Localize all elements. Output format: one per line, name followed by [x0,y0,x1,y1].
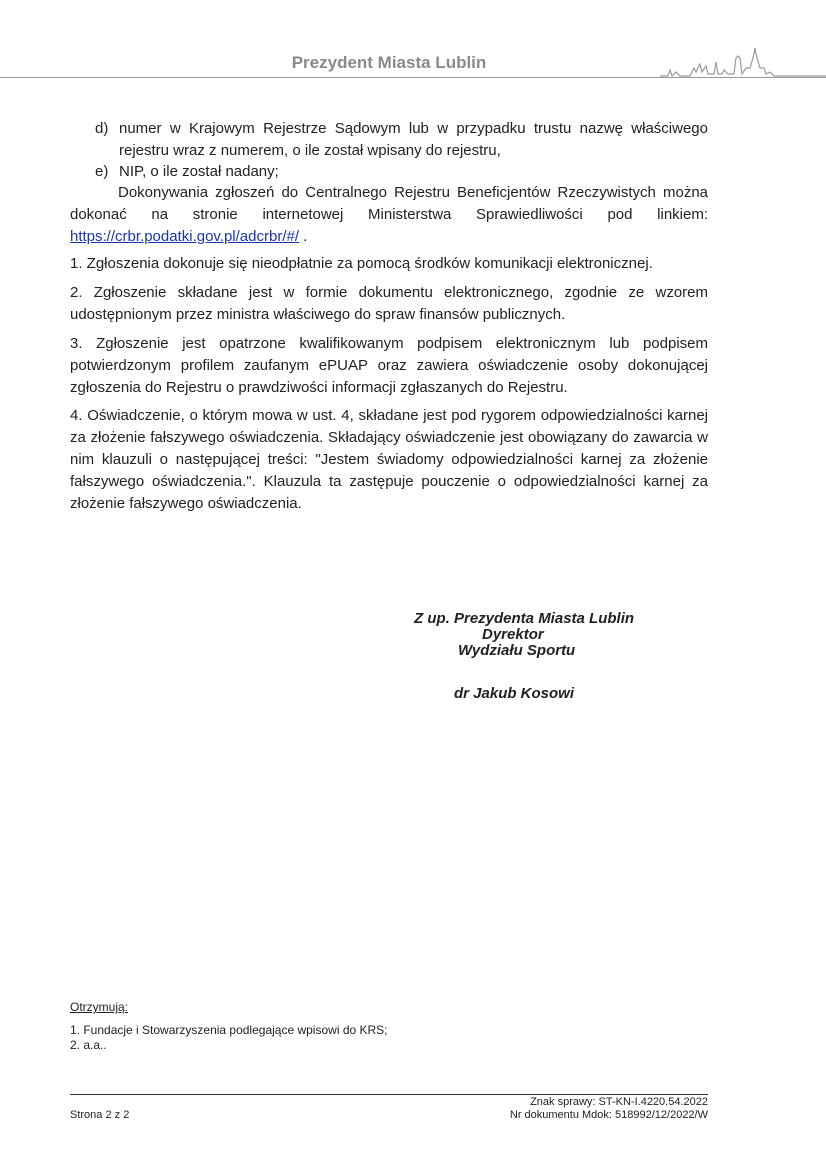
intro-paragraph [70,182,708,248]
list-text: NIP, o ile został nadany; [119,163,279,180]
signature-line-2: Dyrektor [482,626,544,643]
recipient-item: 1. Fundacje i Stowarzyszenia podlegające wpisowi do KRS; [70,1023,388,1037]
header-title: Prezydent Miasta Lublin [291,53,487,72]
point-4: 4. Oświadczenie, o którym mowa w ust. 4, składane jest pod rygorem odpowiedzialności karnej za złożenie fałszywego oświadczenia. Składający oświadczenie jest obowiązany do zawarcia w nim klauzuli o następującej treści: "Jestem świadomy odpowiedzialności karnej za złożenie fałszywego oświadczenia.". Klauzula ta zastępuje pouczenie o odpowiedzialności karnej za złożenie fałszywego oświadczenia. [70,407,708,512]
signature-line-1: Z up. Prezydenta Miasta Lublin [414,610,635,627]
signature-line-3: Wydziału Sportu [458,642,576,659]
lublin-skyline-icon [660,44,826,80]
footer-rule [70,1094,708,1095]
point-2: 2. Zgłoszenie składane jest w formie dokumentu elektronicznego, zgodnie ze wzorem udostępnionym przez ministra właściwego do spraw finansów publicznych. [70,284,708,323]
list-item [95,118,708,162]
list-marker: e) [95,163,109,180]
list-text: numer w Krajowym Rejestrze Sądowym lub w przypadku trustu nazwę właściwego rejestru wraz z numerem, o ile został wpisany do rejestru, [119,120,708,159]
signatory-name: dr Jakub Kosowi [454,685,575,702]
point-3: 3. Zgłoszenie jest opatrzone kwalifikowanym podpisem elektronicznym lub podpisem potwierdzonym profilem zaufanym ePUAP oraz zawiera oświadczenie osoby dokonującej zgłoszenia do Rejestru o prawdziwości informacji zgłaszanych do Rejestru. [70,335,708,396]
crbr-link[interactable]: https://crbr.podatki.gov.pl/adcrbr/#/ [70,228,300,245]
recipient-item: 2. a.a.. [70,1038,107,1052]
document-number: Nr dokumentu Mdok: 518992/12/2022/W [509,1109,708,1121]
list-marker: d) [95,120,109,137]
list-item [95,161,708,183]
intro-suffix: . [299,228,308,245]
header-rule [0,77,826,78]
case-reference: Znak sprawy: ST-KN-I.4220.54.2022 [530,1096,708,1108]
point-1: 1. Zgłoszenia dokonuje się nieodpłatnie za pomocą środków komunikacji elektronicznej. [70,255,653,272]
page-number: Strona 2 z 2 [70,1109,130,1121]
intro-text: Dokonywania zgłoszeń do Centralnego Rejestru Beneficjentów Rzeczywistych można dokonać na stronie internetowej Ministerstwa Sprawiedliwości pod linkiem: [70,184,708,223]
recipients-heading: Otrzymują: [70,1000,129,1014]
